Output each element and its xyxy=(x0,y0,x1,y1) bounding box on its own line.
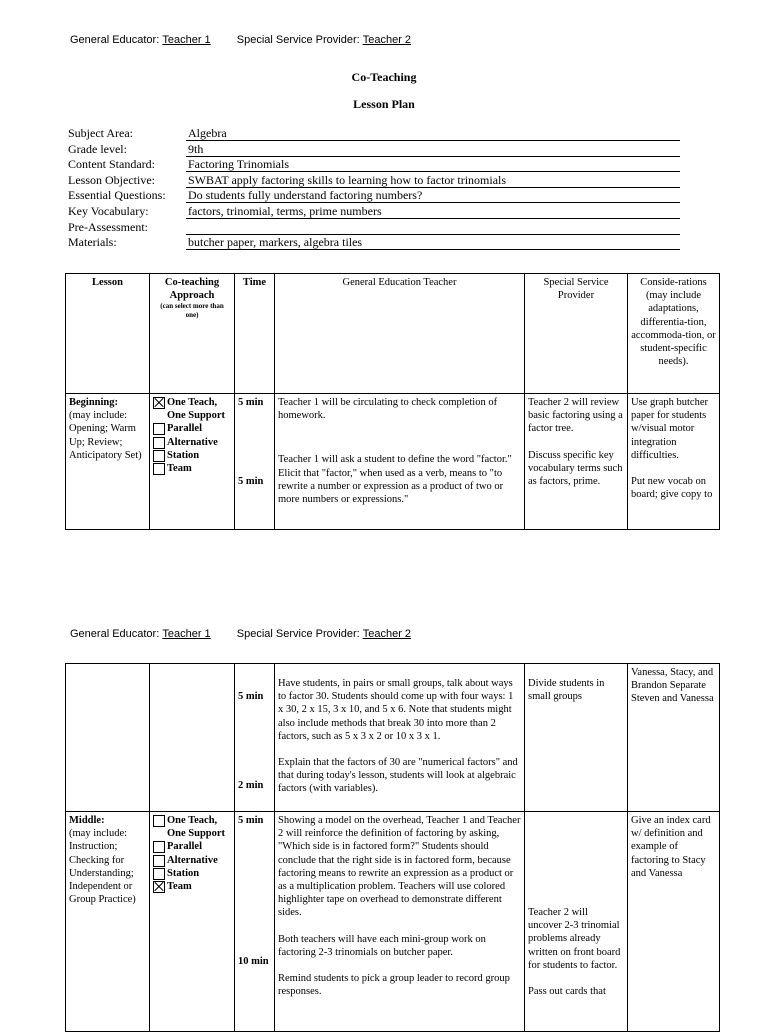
field-questions: Essential Questions: Do students fully understand factoring numbers? xyxy=(68,188,680,204)
field-subject: Subject Area: Algebra xyxy=(68,126,680,142)
ssp-cell: Divide students in small groups xyxy=(525,664,628,812)
gen-teacher-cell: Have students, in pairs or small groups, talk about ways to factor 30. Students should come up with four ways: 1 x 30, 2 x 15, 3 x 10, and 5 x 6. Note that students might also include methods that break 30 into more than 2 factors, such as 5 x 3 x 2 or 10 x 3 x 1. Explain that the factors of 30 are "numerical factors" and that during today's lesson, students will look at algebraic factors (with variables). xyxy=(275,664,525,812)
header-approach: Co-teaching Approach (can select more than one) xyxy=(150,274,235,394)
page-header xyxy=(70,34,411,46)
table-row xyxy=(66,812,720,1032)
special-provider-value: Teacher 2 xyxy=(362,34,412,46)
lesson-table-page2 xyxy=(65,663,720,1032)
page-header-2 xyxy=(70,628,411,640)
time-cell: 5 min 10 min xyxy=(235,812,275,1032)
field-standard: Content Standard: Factoring Trinomials xyxy=(68,157,680,173)
considerations-cell: Use graph butcher paper for students w/visual motor integration difficulties. Put new vocab on board; give copy to xyxy=(628,394,720,530)
checkbox-alternative[interactable] xyxy=(153,855,165,867)
header-ssp: Special Service Provider xyxy=(525,274,628,394)
ssp-cell: Teacher 2 will review basic factoring using a factor tree. Discuss specific key vocabulary terms such as factors, prime. xyxy=(525,394,628,530)
lesson-beginning: Beginning: (may include: Opening; Warm Up; Review; Anticipatory Set) xyxy=(66,394,150,530)
checkbox-parallel[interactable] xyxy=(153,423,165,435)
table-header-row xyxy=(66,274,720,394)
general-educator-label: General Educator: xyxy=(70,628,160,640)
checkbox-station[interactable] xyxy=(153,868,165,880)
field-materials: Materials: butcher paper, markers, algebra tiles xyxy=(68,235,680,251)
gen-teacher-cell: Teacher 1 will be circulating to check completion of homework. Teacher 1 will ask a student to define the word "factor." Elicit that "factor," when used as a verb, means to "to rewrite a number or expression as a product of two or more numbers or expressions." xyxy=(275,394,525,530)
general-educator-value: Teacher 1 xyxy=(162,628,211,640)
special-provider-value: Teacher 2 xyxy=(362,628,412,640)
lesson-middle: Middle: (may include: Instruction; Checking for Understanding; Independent or Group Practice) xyxy=(66,812,150,1032)
considerations-cell: Vanessa, Stacy, and Brandon Separate Steven and Vanessa xyxy=(628,664,720,812)
considerations-cell: Give an index card w/ definition and example of factoring to Stacy and Vanessa xyxy=(628,812,720,1032)
lesson-table-page1 xyxy=(65,273,720,530)
approach-options: One Teach, One Support Parallel Alternative Station Team xyxy=(150,812,235,1032)
doc-subtitle: Lesson Plan xyxy=(353,97,415,111)
special-provider-label: Special Service Provider: xyxy=(236,34,360,46)
header-gen-teacher: General Education Teacher xyxy=(275,274,525,394)
general-educator-label: General Educator: xyxy=(70,34,160,46)
lesson-fields xyxy=(68,126,680,251)
field-grade: Grade level: 9th xyxy=(68,142,680,158)
field-pre-assessment: Pre-Assessment: xyxy=(68,220,680,236)
header-time: Time xyxy=(235,274,275,394)
header-considerations: Conside-rations (may include adaptations, differentia-tion, accommoda-tion, or student-specific needs). xyxy=(628,274,720,394)
time-cell: 5 min 5 min xyxy=(235,394,275,530)
checkbox-one-teach[interactable] xyxy=(153,815,165,827)
checkbox-one-teach[interactable] xyxy=(153,397,165,409)
approach-options: One Teach, One Support Parallel Alternative Station Team xyxy=(150,394,235,530)
checkbox-station[interactable] xyxy=(153,450,165,462)
header-lesson: Lesson xyxy=(66,274,150,394)
checkbox-parallel[interactable] xyxy=(153,841,165,853)
checkbox-team[interactable] xyxy=(153,463,165,475)
gen-teacher-cell: Showing a model on the overhead, Teacher 1 and Teacher 2 will reinforce the definition of factoring by asking, "Which side is in factored form?" Students should conclude that the right side is in factored form, because factoring means to rewrite an expression as a product or as a multiplication problem. Teachers will use colored highlighter tape on overhead to demonstrate different sides. Both teachers will have each mini-group work on factoring 2-3 trinomials on butcher paper. Remind students to pick a group leader to record group responses. xyxy=(275,812,525,1032)
checkbox-team[interactable] xyxy=(153,881,165,893)
general-educator-value: Teacher 1 xyxy=(162,34,211,46)
field-vocabulary: Key Vocabulary: factors, trinomial, terms, prime numbers xyxy=(68,204,680,220)
checkbox-alternative[interactable] xyxy=(153,437,165,449)
doc-title: Co-Teaching xyxy=(351,70,417,84)
table-row xyxy=(66,664,720,812)
table-row xyxy=(66,394,720,530)
field-objective: Lesson Objective: SWBAT apply factoring skills to learning how to factor trinomials xyxy=(68,173,680,189)
special-provider-label: Special Service Provider: xyxy=(236,628,360,640)
ssp-cell: Teacher 2 will uncover 2-3 trinomial problems already written on front board for students to factor. Pass out cards that xyxy=(525,812,628,1032)
time-cell: 5 min 2 min xyxy=(235,664,275,812)
